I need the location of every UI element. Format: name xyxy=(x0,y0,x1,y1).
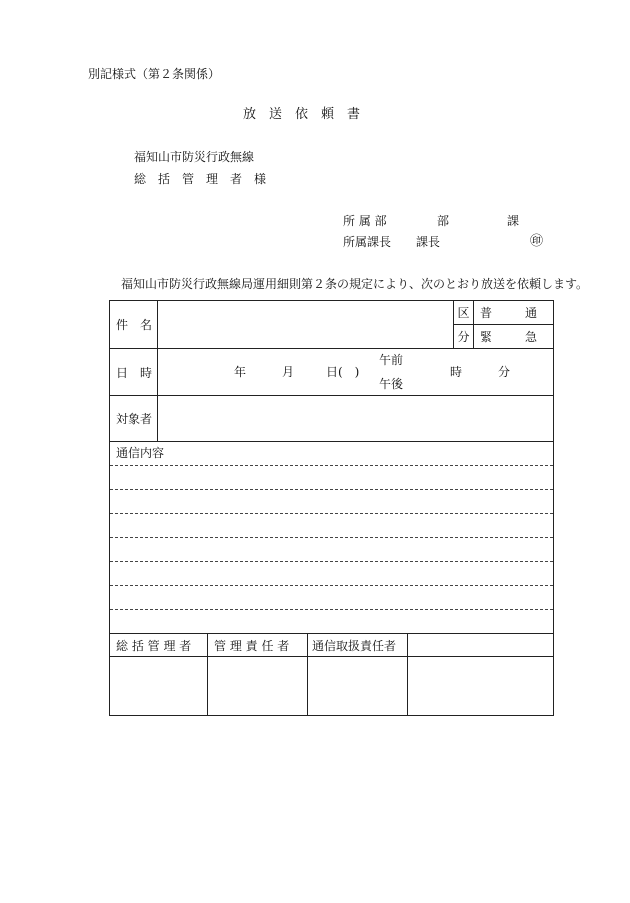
category-char-2: 分 xyxy=(457,330,470,344)
content-line[interactable] xyxy=(110,538,553,562)
year-unit: 年 xyxy=(234,365,247,379)
sig-handler-box[interactable] xyxy=(308,657,408,716)
intro-text: 福知山市防災行政無線局運用細則第２条の規定により、次のとおり放送を依頼します。 xyxy=(121,277,589,291)
content-line[interactable] xyxy=(110,562,553,586)
datetime-label-cell xyxy=(110,349,158,396)
chief-label: 所属課長 xyxy=(343,235,392,249)
document-title: 放 送 依 頼 書 xyxy=(243,107,361,122)
content-cell[interactable] xyxy=(110,442,554,634)
urgent-char-2: 急 xyxy=(524,330,537,344)
subject-label-cell xyxy=(110,301,158,349)
sig-handler-label: 通信取扱責任者 xyxy=(312,638,397,653)
sig-manager-label: 管 理 責 任 者 xyxy=(214,638,290,653)
subject-label: 件 名 xyxy=(116,318,153,332)
category-label-bottom xyxy=(454,325,474,349)
urgent-char-1: 緊 xyxy=(480,330,493,344)
category-label-top xyxy=(454,301,474,325)
request-form-table xyxy=(109,300,554,716)
seal-mark: ㊞ xyxy=(530,234,544,249)
month-unit: 月 xyxy=(282,365,295,379)
content-line[interactable] xyxy=(110,466,553,490)
day-unit: 日( ) xyxy=(326,365,360,379)
sig-manager-box[interactable] xyxy=(208,657,308,716)
datetime-field[interactable] xyxy=(158,349,554,396)
sig-general-label: 総 括 管 理 者 xyxy=(116,638,192,653)
option-urgent[interactable] xyxy=(474,325,554,349)
sig-manager-header xyxy=(208,634,308,657)
target-label: 対象者 xyxy=(116,412,153,426)
am-label: 午前 xyxy=(379,353,404,367)
sig-extra-header xyxy=(408,634,554,657)
recipient-title: 総 括 管 理 者 様 xyxy=(134,172,267,186)
minute-unit: 分 xyxy=(498,365,511,379)
sig-general-box[interactable] xyxy=(110,657,208,716)
form-reference: 別記様式（第２条関係） xyxy=(88,67,221,81)
content-line[interactable] xyxy=(110,610,553,633)
option-normal[interactable] xyxy=(474,301,554,325)
chief-unit: 課長 xyxy=(416,235,441,249)
content-label: 通信内容 xyxy=(116,446,165,460)
sig-handler-header xyxy=(308,634,408,657)
target-field[interactable] xyxy=(158,396,554,442)
dept-unit: 部 xyxy=(437,214,450,228)
datetime-label: 日 時 xyxy=(116,365,153,380)
target-label-cell xyxy=(110,396,158,442)
category-char-1: 区 xyxy=(457,306,470,320)
subject-field[interactable] xyxy=(158,301,454,349)
section-unit: 課 xyxy=(507,214,520,228)
pm-label: 午後 xyxy=(379,377,404,391)
hour-unit: 時 xyxy=(450,365,463,379)
recipient-org: 福知山市防災行政無線 xyxy=(134,150,255,164)
sig-general-header xyxy=(110,634,208,657)
normal-char-1: 普 xyxy=(480,306,493,320)
content-line[interactable] xyxy=(110,490,553,514)
content-line[interactable] xyxy=(110,586,553,610)
content-line[interactable] xyxy=(110,514,553,538)
normal-char-2: 通 xyxy=(524,306,537,320)
sig-extra-box[interactable] xyxy=(408,657,554,716)
dept-label: 所 属 部 xyxy=(343,214,387,228)
